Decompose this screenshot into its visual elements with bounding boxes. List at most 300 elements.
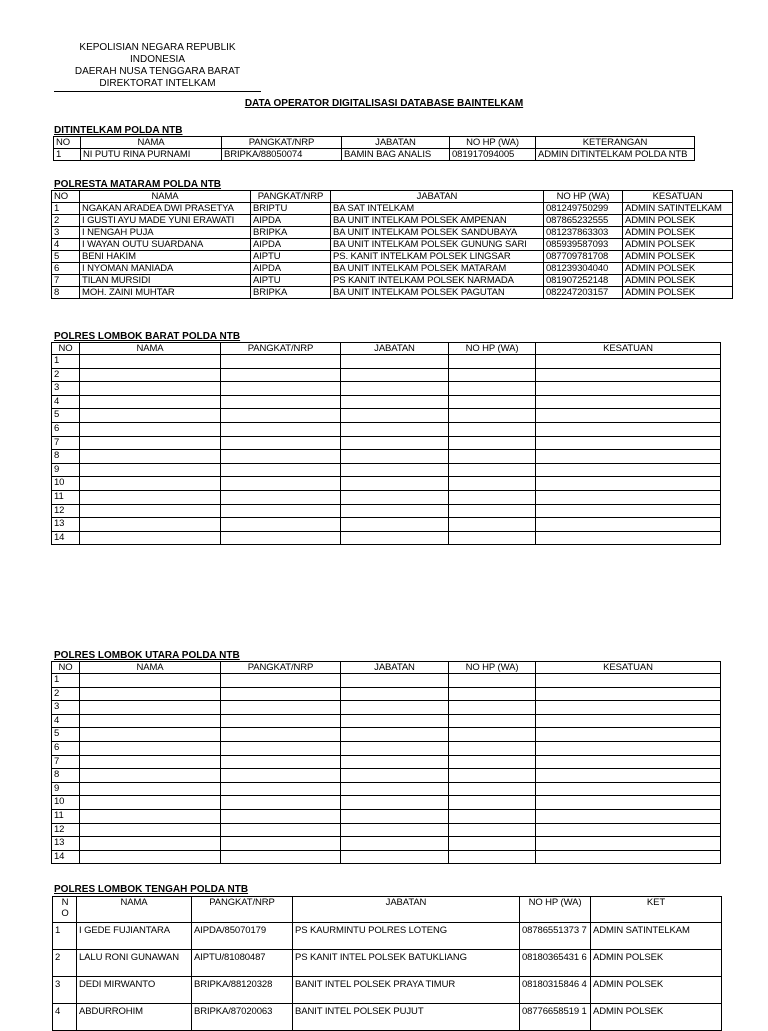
col-header-nohp: NO HP (WA)	[520, 897, 591, 923]
cell-pangkat	[221, 395, 341, 409]
cell-keterangan	[536, 687, 721, 701]
cell-jabatan: BAMIN BAG ANALIS	[342, 149, 450, 161]
cell-jabatan	[341, 395, 449, 409]
table-row	[52, 422, 721, 436]
cell-nama	[80, 769, 221, 783]
col-header-kesatuan: KESATUAN	[536, 662, 721, 674]
col-header-nama: NAMA	[80, 191, 251, 203]
cell-nohp	[449, 687, 536, 701]
cell-pangkat	[221, 782, 341, 796]
table-row	[52, 355, 721, 369]
cell-pangkat: BRIPKA/88120328	[192, 977, 293, 1004]
cell-jabatan: BA SAT INTELKAM	[331, 203, 544, 215]
cell-no: 3	[52, 227, 80, 239]
cell-no: 12	[52, 823, 80, 837]
col-header-nohp: NO HP (WA)	[449, 662, 536, 674]
cell-nohp	[449, 477, 536, 491]
cell-keterangan	[536, 728, 721, 742]
cell-jabatan	[341, 823, 449, 837]
cell-pangkat	[221, 714, 341, 728]
cell-nohp	[449, 674, 536, 688]
cell-keterangan	[536, 422, 721, 436]
cell-nama: DEDI MIRWANTO	[77, 977, 192, 1004]
cell-no: 11	[52, 809, 80, 823]
cell-nohp: 082247203157	[544, 287, 623, 299]
table-row	[53, 923, 722, 950]
table-row	[53, 977, 722, 1004]
cell-keterangan	[536, 809, 721, 823]
cell-nama: I NENGAH PUJA	[80, 227, 251, 239]
cell-keterangan	[536, 395, 721, 409]
cell-keterangan: ADMIN POLSEK	[623, 239, 733, 251]
cell-nama: ABDURROHIM	[77, 1004, 192, 1031]
cell-no: 5	[52, 251, 80, 263]
cell-pangkat: AIPTU/81080487	[192, 950, 293, 977]
table-row	[52, 728, 721, 742]
cell-keterangan	[536, 741, 721, 755]
cell-nohp: 081239304040	[544, 263, 623, 275]
col-header-no: NO	[52, 191, 80, 203]
cell-pangkat	[221, 450, 341, 464]
cell-pangkat	[221, 741, 341, 755]
table-row	[52, 215, 733, 227]
cell-nohp	[449, 823, 536, 837]
cell-jabatan	[341, 755, 449, 769]
cell-keterangan: ADMIN POLSEK	[623, 275, 733, 287]
col-header-nohp: NO HP (WA)	[449, 343, 536, 355]
col-header-kesatuan: KESATUAN	[623, 191, 733, 203]
cell-nohp	[449, 355, 536, 369]
cell-no: 9	[52, 782, 80, 796]
cell-jabatan: BA UNIT INTELKAM POLSEK MATARAM	[331, 263, 544, 275]
cell-keterangan	[536, 714, 721, 728]
cell-no: 14	[52, 531, 80, 545]
cell-no: 3	[52, 701, 80, 715]
cell-no: 7	[52, 275, 80, 287]
cell-nama: I WAYAN OUTU SUARDANA	[80, 239, 251, 251]
col-header-pangkat: PANGKAT/NRP	[221, 662, 341, 674]
cell-nama	[80, 436, 221, 450]
table-row	[52, 850, 721, 864]
cell-nohp: 087865232555	[544, 215, 623, 227]
cell-nama	[80, 463, 221, 477]
cell-nama	[80, 450, 221, 464]
cell-no: 5	[52, 409, 80, 423]
cell-keterangan	[536, 837, 721, 851]
cell-jabatan	[341, 796, 449, 810]
table-row	[52, 490, 721, 504]
table-row	[52, 227, 733, 239]
cell-jabatan	[341, 769, 449, 783]
cell-pangkat: BRIPKA/87020063	[192, 1004, 293, 1031]
col-header-jabatan: JABATAN	[342, 137, 450, 149]
cell-nama	[80, 490, 221, 504]
cell-no: 9	[52, 463, 80, 477]
cell-keterangan: ADMIN POLSEK	[591, 977, 722, 1004]
cell-nohp: 087709781708	[544, 251, 623, 263]
cell-jabatan: BANIT INTEL POLSEK PRAYA TIMUR	[293, 977, 520, 1004]
col-header-nama: NAMA	[77, 897, 192, 923]
col-header-no: N O	[53, 897, 77, 923]
cell-nohp	[449, 450, 536, 464]
letterhead-line-2: DAERAH NUSA TENGGARA BARAT	[74, 66, 241, 77]
cell-no: 13	[52, 518, 80, 532]
cell-nama	[80, 714, 221, 728]
table-header-row	[52, 191, 733, 203]
col-header-pangkat: PANGKAT/NRP	[251, 191, 331, 203]
cell-keterangan: ADMIN POLSEK	[591, 1004, 722, 1031]
col-header-kesatuan: KESATUAN	[536, 343, 721, 355]
table-row	[52, 436, 721, 450]
table-row	[52, 382, 721, 396]
col-header-nohp: NO HP (WA)	[450, 137, 536, 149]
table-header-row	[54, 137, 695, 149]
cell-nama: LALU RONI GUNAWAN	[77, 950, 192, 977]
cell-nama	[80, 741, 221, 755]
cell-nama	[80, 728, 221, 742]
cell-nohp: 081249750299	[544, 203, 623, 215]
cell-no: 12	[52, 504, 80, 518]
cell-pangkat	[221, 837, 341, 851]
cell-nohp	[449, 837, 536, 851]
cell-pangkat	[221, 796, 341, 810]
cell-jabatan	[341, 436, 449, 450]
cell-nohp	[449, 782, 536, 796]
cell-jabatan	[341, 728, 449, 742]
cell-no: 6	[52, 422, 80, 436]
table-header-row	[53, 897, 722, 923]
table-row	[52, 263, 733, 275]
document-title: DATA OPERATOR DIGITALISASI DATABASE BAINTELKAM	[244, 98, 524, 109]
cell-pangkat: BRIPKA/88050074	[222, 149, 342, 161]
cell-pangkat	[221, 368, 341, 382]
cell-nohp	[449, 395, 536, 409]
cell-nama: NI PUTU RINA PURNAMI	[81, 149, 222, 161]
cell-no: 1	[52, 203, 80, 215]
table-row	[52, 741, 721, 755]
table-row	[52, 203, 733, 215]
cell-keterangan	[536, 490, 721, 504]
cell-nama	[80, 796, 221, 810]
section-title-polresta-mataram: POLRESTA MATARAM POLDA NTB	[54, 179, 222, 190]
cell-jabatan: PS KAURMINTU POLRES LOTENG	[293, 923, 520, 950]
cell-pangkat	[221, 769, 341, 783]
cell-nama: I NYOMAN MANIADA	[80, 263, 251, 275]
cell-keterangan: ADMIN POLSEK	[591, 950, 722, 977]
cell-nama	[80, 477, 221, 491]
cell-no: 11	[52, 490, 80, 504]
cell-jabatan: BANIT INTEL POLSEK PUJUT	[293, 1004, 520, 1031]
col-header-pangkat: PANGKAT/NRP	[221, 343, 341, 355]
col-header-jabatan: JABATAN	[331, 191, 544, 203]
cell-pangkat	[221, 463, 341, 477]
cell-keterangan: ADMIN POLSEK	[623, 215, 733, 227]
table-row	[53, 950, 722, 977]
section-title-polres-lombok-utara: POLRES LOMBOK UTARA POLDA NTB	[54, 650, 240, 661]
cell-no: 14	[52, 850, 80, 864]
cell-nama	[80, 382, 221, 396]
cell-keterangan	[536, 796, 721, 810]
cell-nama	[80, 837, 221, 851]
table-row	[54, 149, 695, 161]
cell-jabatan	[341, 531, 449, 545]
cell-keterangan: ADMIN POLSEK	[623, 227, 733, 239]
table-row	[52, 823, 721, 837]
cell-jabatan: BA UNIT INTELKAM POLSEK SANDUBAYA	[331, 227, 544, 239]
cell-nohp	[449, 368, 536, 382]
cell-no: 10	[52, 477, 80, 491]
cell-pangkat: BRIPKA	[251, 287, 331, 299]
cell-no: 4	[52, 239, 80, 251]
cell-jabatan	[341, 701, 449, 715]
cell-nama	[80, 823, 221, 837]
cell-nohp: 085939587093	[544, 239, 623, 251]
cell-no: 4	[52, 395, 80, 409]
col-header-nohp: NO HP (WA)	[544, 191, 623, 203]
table-row	[52, 287, 733, 299]
letterhead	[54, 42, 261, 92]
cell-pangkat	[221, 490, 341, 504]
cell-keterangan	[536, 450, 721, 464]
cell-keterangan: ADMIN POLSEK	[623, 251, 733, 263]
table-row	[52, 477, 721, 491]
cell-nohp	[449, 741, 536, 755]
cell-jabatan	[341, 355, 449, 369]
table-row	[52, 251, 733, 263]
table-row	[52, 518, 721, 532]
table-row	[52, 409, 721, 423]
letterhead-line-3: DIREKTORAT INTELKAM	[99, 78, 216, 89]
cell-jabatan	[341, 382, 449, 396]
letterhead-line-1: KEPOLISIAN NEGARA REPUBLIK INDONESIA	[79, 42, 236, 65]
cell-jabatan	[341, 850, 449, 864]
col-header-nama: NAMA	[80, 343, 221, 355]
cell-pangkat: AIPDA	[251, 239, 331, 251]
cell-nohp: 08180365431 6	[520, 950, 591, 977]
cell-no: 8	[52, 287, 80, 299]
cell-jabatan	[341, 837, 449, 851]
table-polres-lombok-barat	[51, 342, 721, 545]
cell-pangkat	[221, 382, 341, 396]
cell-no: 7	[52, 755, 80, 769]
cell-jabatan	[341, 409, 449, 423]
table-row	[52, 504, 721, 518]
cell-keterangan: ADMIN DITINTELKAM POLDA NTB	[536, 149, 695, 161]
cell-no: 3	[53, 977, 77, 1004]
cell-pangkat	[221, 755, 341, 769]
cell-nama	[80, 518, 221, 532]
col-header-jabatan: JABATAN	[341, 662, 449, 674]
cell-nohp	[449, 701, 536, 715]
cell-keterangan	[536, 755, 721, 769]
cell-nohp	[449, 382, 536, 396]
cell-pangkat	[221, 701, 341, 715]
cell-jabatan	[341, 504, 449, 518]
cell-nama: I GEDE FUJIANTARA	[77, 923, 192, 950]
cell-pangkat	[221, 477, 341, 491]
cell-nama	[80, 782, 221, 796]
cell-nohp	[449, 755, 536, 769]
cell-no: 7	[52, 436, 80, 450]
cell-nohp	[449, 809, 536, 823]
cell-keterangan	[536, 382, 721, 396]
cell-nama	[80, 355, 221, 369]
cell-nohp: 081917094005	[450, 149, 536, 161]
cell-jabatan: BA UNIT INTELKAM POLSEK AMPENAN	[331, 215, 544, 227]
cell-nohp	[449, 531, 536, 545]
cell-keterangan	[536, 769, 721, 783]
cell-jabatan	[341, 782, 449, 796]
cell-keterangan	[536, 701, 721, 715]
cell-nohp	[449, 422, 536, 436]
table-row	[52, 755, 721, 769]
cell-jabatan	[341, 687, 449, 701]
cell-no: 13	[52, 837, 80, 851]
cell-keterangan	[536, 518, 721, 532]
cell-nama	[80, 368, 221, 382]
table-row	[52, 701, 721, 715]
cell-pangkat	[221, 518, 341, 532]
cell-keterangan	[536, 782, 721, 796]
col-header-nama: NAMA	[80, 662, 221, 674]
cell-pangkat	[221, 850, 341, 864]
cell-nama	[80, 850, 221, 864]
cell-keterangan	[536, 436, 721, 450]
cell-nama	[80, 531, 221, 545]
cell-nohp: 081907252148	[544, 275, 623, 287]
table-row	[52, 395, 721, 409]
cell-pangkat: AIPDA	[251, 263, 331, 275]
cell-pangkat: BRIPKA	[251, 227, 331, 239]
col-header-pangkat: PANGKAT/NRP	[192, 897, 293, 923]
cell-no: 10	[52, 796, 80, 810]
cell-keterangan	[536, 463, 721, 477]
cell-no: 6	[52, 741, 80, 755]
cell-jabatan: PS KANIT INTELKAM POLSEK NARMADA	[331, 275, 544, 287]
cell-pangkat	[221, 436, 341, 450]
table-row	[52, 450, 721, 464]
cell-nohp	[449, 728, 536, 742]
cell-no: 2	[52, 368, 80, 382]
cell-keterangan	[536, 850, 721, 864]
cell-pangkat: AIPTU	[251, 275, 331, 287]
section-title-ditintelkam: DITINTELKAM POLDA NTB	[54, 125, 183, 136]
cell-nohp	[449, 850, 536, 864]
cell-nohp	[449, 769, 536, 783]
cell-no: 4	[53, 1004, 77, 1031]
cell-pangkat	[221, 823, 341, 837]
cell-nama	[80, 422, 221, 436]
cell-pangkat	[221, 504, 341, 518]
table-header-row	[52, 343, 721, 355]
table-polresta-mataram	[51, 190, 733, 299]
cell-no: 8	[52, 450, 80, 464]
cell-jabatan: PS KANIT INTEL POLSEK BATUKLIANG	[293, 950, 520, 977]
cell-nohp	[449, 409, 536, 423]
cell-pangkat	[221, 809, 341, 823]
cell-nohp: 08786551373 7	[520, 923, 591, 950]
table-polres-lombok-utara	[51, 661, 721, 864]
col-header-no: NO	[52, 343, 80, 355]
table-row	[52, 275, 733, 287]
cell-keterangan: ADMIN SATINTELKAM	[623, 203, 733, 215]
table-row	[52, 809, 721, 823]
cell-no: 1	[52, 674, 80, 688]
table-row	[52, 239, 733, 251]
cell-no: 1	[52, 355, 80, 369]
cell-jabatan	[341, 809, 449, 823]
cell-nohp	[449, 796, 536, 810]
cell-nohp	[449, 714, 536, 728]
cell-no: 6	[52, 263, 80, 275]
table-row	[52, 796, 721, 810]
cell-jabatan: BA UNIT INTELKAM POLSEK PAGUTAN	[331, 287, 544, 299]
cell-nama	[80, 809, 221, 823]
col-header-jabatan: JABATAN	[341, 343, 449, 355]
cell-nohp	[449, 518, 536, 532]
cell-pangkat: AIPTU	[251, 251, 331, 263]
cell-no: 2	[52, 215, 80, 227]
cell-pangkat	[221, 687, 341, 701]
table-row	[52, 674, 721, 688]
cell-no: 8	[52, 769, 80, 783]
cell-pangkat	[221, 422, 341, 436]
col-header-keterangan: KETERANGAN	[536, 137, 695, 149]
cell-nama	[80, 395, 221, 409]
cell-nama: I GUSTI AYU MADE YUNI ERAWATI	[80, 215, 251, 227]
cell-keterangan	[536, 823, 721, 837]
table-row	[52, 368, 721, 382]
cell-jabatan	[341, 477, 449, 491]
table-ditintelkam	[53, 136, 695, 161]
cell-nama: MOH. ZAINI MUHTAR	[80, 287, 251, 299]
cell-keterangan: ADMIN POLSEK	[623, 263, 733, 275]
table-row	[52, 769, 721, 783]
col-header-no: NO	[54, 137, 81, 149]
cell-keterangan	[536, 674, 721, 688]
cell-nama: TILAN MURSIDI	[80, 275, 251, 287]
cell-nohp	[449, 504, 536, 518]
cell-keterangan	[536, 368, 721, 382]
cell-pangkat: BRIPTU	[251, 203, 331, 215]
col-header-ket: KET	[591, 897, 722, 923]
table-row	[52, 837, 721, 851]
table-row	[52, 463, 721, 477]
col-header-no: NO	[52, 662, 80, 674]
cell-nohp	[449, 490, 536, 504]
table-row	[53, 1004, 722, 1031]
cell-no: 4	[52, 714, 80, 728]
cell-jabatan	[341, 450, 449, 464]
cell-keterangan	[536, 355, 721, 369]
section-title-polres-lombok-tengah: POLRES LOMBOK TENGAH POLDA NTB	[54, 884, 249, 895]
cell-nohp	[449, 463, 536, 477]
col-header-jabatan: JABATAN	[293, 897, 520, 923]
cell-pangkat: AIPDA	[251, 215, 331, 227]
cell-nama: BENI HAKIM	[80, 251, 251, 263]
table-row	[52, 782, 721, 796]
cell-keterangan: ADMIN POLSEK	[623, 287, 733, 299]
cell-jabatan	[341, 490, 449, 504]
cell-jabatan	[341, 518, 449, 532]
cell-pangkat	[221, 674, 341, 688]
cell-no: 2	[53, 950, 77, 977]
cell-nama	[80, 504, 221, 518]
cell-jabatan: PS. KANIT INTELKAM POLSEK LINGSAR	[331, 251, 544, 263]
col-header-nama: NAMA	[81, 137, 222, 149]
cell-keterangan	[536, 477, 721, 491]
cell-nohp: 081237863303	[544, 227, 623, 239]
